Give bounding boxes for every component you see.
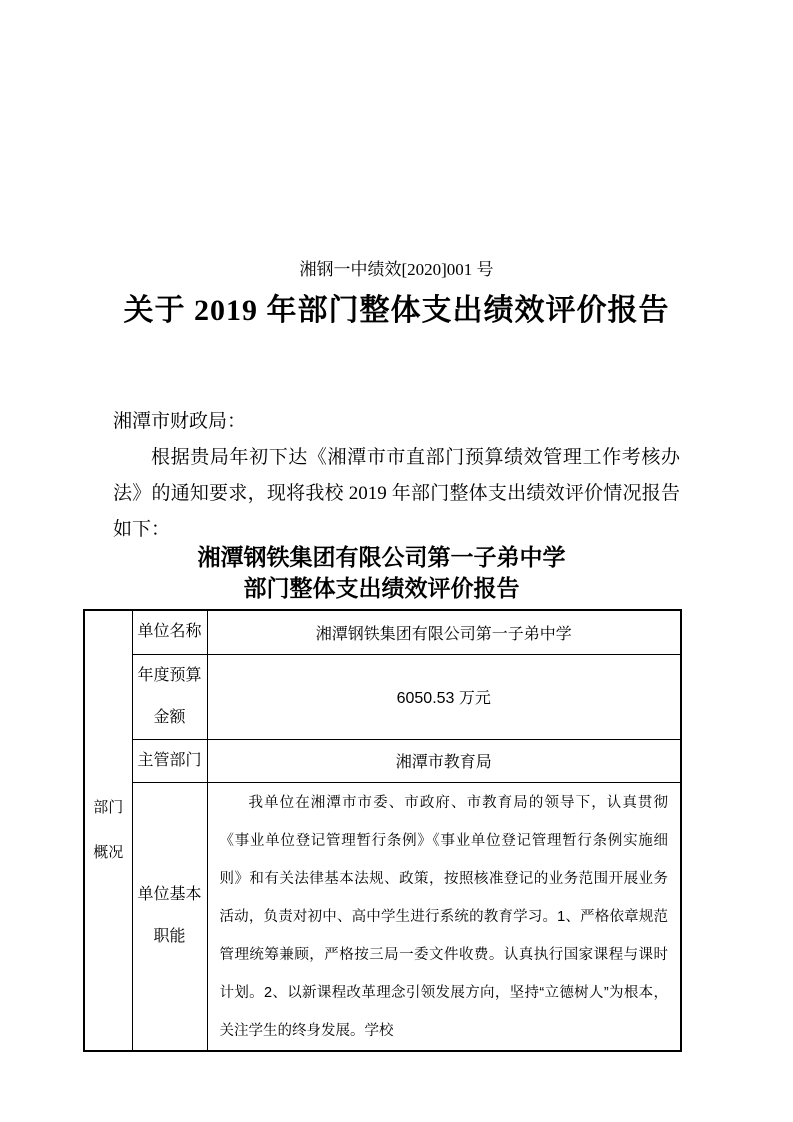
unit-functions-value-cell xyxy=(207,782,681,1051)
annual-budget-value: 6050.53 万元 xyxy=(207,654,681,739)
report-subtitle-line2: 部门整体支出绩效评价报告 xyxy=(243,575,520,601)
annual-budget-label-line1: 年度预算 xyxy=(137,666,202,684)
report-subtitle xyxy=(83,542,680,604)
table-row xyxy=(84,610,681,654)
supervisor-dept-value: 湘潭市教育局 xyxy=(207,739,681,782)
table-row xyxy=(84,739,681,782)
unit-functions-label-line1: 单位基本 xyxy=(137,886,202,903)
unit-functions-label-cell xyxy=(132,782,207,1051)
report-subtitle-line1: 湘潭钢铁集团有限公司第一子弟中学 xyxy=(197,544,566,570)
unit-name-value: 湘潭钢铁集团有限公司第一子弟中学 xyxy=(207,610,681,654)
unit-name-label-cell xyxy=(132,610,207,654)
doc-title: 关于 2019 年部门整体支出绩效评价报告 xyxy=(123,294,670,327)
salutation: 湘潭市财政局： xyxy=(113,411,247,432)
annual-budget-label-cell xyxy=(132,654,207,739)
doc-number: 湘钢一中绩效[2020]001 号 xyxy=(299,260,494,279)
supervisor-dept-label-cell xyxy=(132,739,207,782)
department-overview-table xyxy=(83,609,682,1052)
section-label-line1: 部门 xyxy=(93,799,124,817)
table-row xyxy=(84,782,681,1051)
body-block xyxy=(113,404,680,548)
table-row xyxy=(84,654,681,739)
supervisor-dept-label: 主管部门 xyxy=(137,751,202,769)
annual-budget-label-line2: 金额 xyxy=(153,708,186,726)
unit-functions-value: 我单位在湘潭市市委、市政府、市教育局的领导下，认真贯彻《事业单位登记管理暂行条例》《事业单位登记管理暂行条例实施细则》和有关法律基本法规、政策，按照核准登记的业务范围开展业务活动，负责对初中、高中学生进行系统的教育学习。1、严格依章规范管理统筹兼顾，严格按三局一委文件收费。认真执行国家课程与课时计划。2、以新课程改革理念引领发展方向，坚持“立德树人”为根本，关注学生的终身发展。学校 xyxy=(219,794,668,1039)
unit-name-label: 单位名称 xyxy=(137,623,202,641)
unit-functions-label-line2: 职能 xyxy=(153,928,186,945)
section-label-line2: 概况 xyxy=(93,844,124,862)
body-paragraph: 根据贵局年初下达《湘潭市市直部门预算绩效管理工作考核办法》的通知要求，现将我校 2019 年部门整体支出绩效评价情况报告如下： xyxy=(113,447,680,540)
section-label-cell xyxy=(84,610,132,1051)
